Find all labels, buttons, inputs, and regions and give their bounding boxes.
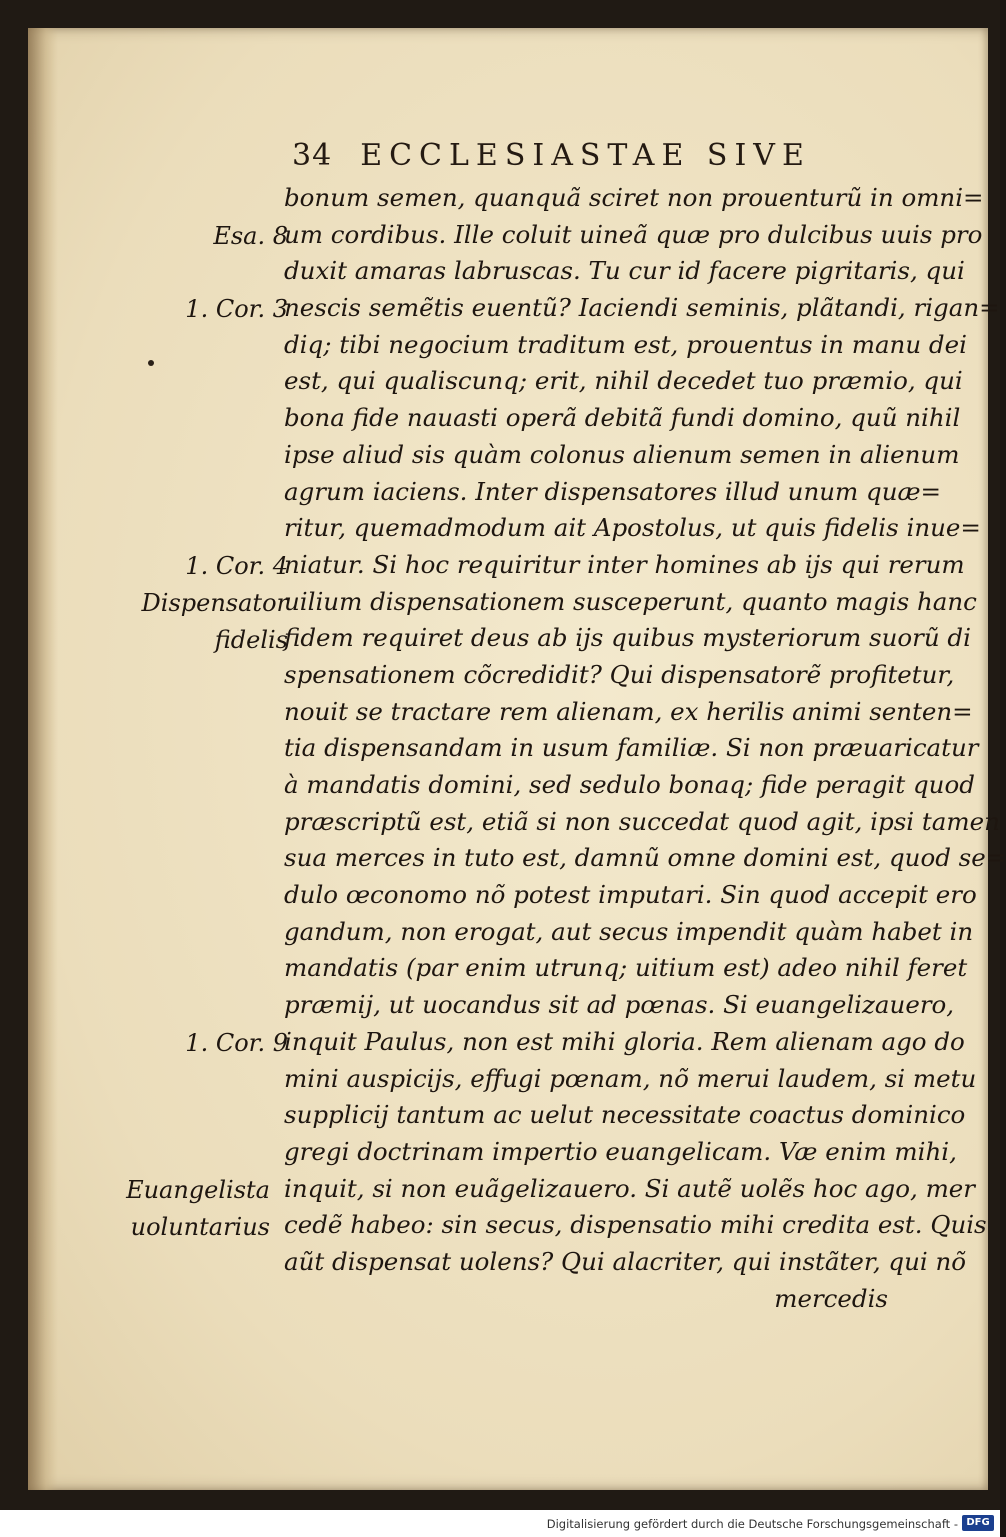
text-line: mandatis (par enim utrunq; uitium est) adeo nihil feret <box>284 953 968 983</box>
text-line: ipse aliud sis quàm colonus alienum semen in alienum <box>284 439 960 469</box>
text-line: inquit Paulus, non est mihi gloria. Rem alienam ago do <box>284 1026 965 1056</box>
margin-note-esa-8: Esa. 8 <box>213 222 288 250</box>
text-line: duxit amaras labruscas. Tu cur id facere pigritaris, qui <box>284 256 965 286</box>
catchword: mercedis <box>774 1283 888 1313</box>
ink-spot <box>148 360 154 366</box>
text-line: nescis semẽtis euentũ? Iaciendi seminis, plãtandi, rigan= <box>284 293 1000 323</box>
text-line: à mandatis domini, sed sedulo bonaq; fide peragit quod <box>284 770 975 799</box>
text-line: um cordibus. Ille coluit uineã quæ pro dulcibus uuis pro <box>284 219 983 249</box>
margin-note-uoluntarius: uoluntarius <box>130 1213 270 1241</box>
text-line: aũt dispensat uolens? Qui alacriter, qui instãter, qui nõ <box>284 1246 967 1276</box>
text-line: præscriptũ est, etiã si non succedat quod agit, ipsi tamen <box>284 806 1000 836</box>
text-line: gregi doctrinam impertio euangelicam. Væ enim mihi, <box>284 1136 957 1166</box>
text-line: niatur. Si hoc requiritur inter homines ab ijs qui rerum <box>284 549 965 579</box>
text-line: bonum semen, quanquã sciret non prouenturũ in omni= <box>284 183 984 212</box>
margin-note-1-cor-4: 1. Cor. 4 <box>185 552 288 580</box>
text-line: mini auspicijs, effugi pœnam, nõ merui laudem, si metu <box>284 1063 977 1093</box>
running-header <box>292 138 892 178</box>
text-line: fidem requiret deus ab ijs quibus mysteriorum suorũ di <box>284 623 971 653</box>
text-line: tia dispensandam in usum familiæ. Si non præuaricatur <box>284 733 979 763</box>
text-line: sua merces in tuto est, damnũ omne domini est, quod se= <box>284 843 1006 873</box>
text-line: est, qui qualiscunq; erit, nihil decedet tuo præmio, qui <box>284 366 963 396</box>
text-line: ritur, quemadmodum ait Apostolus, ut quis fidelis inue= <box>284 513 981 543</box>
text-line: spensationem cõcredidit? Qui dispensatorẽ profitetur, <box>284 659 955 689</box>
page-gutter-shadow <box>28 28 58 1490</box>
text-line: supplicij tantum ac uelut necessitate coactus dominico <box>284 1100 966 1130</box>
margin-note-dispensator: Dispensator <box>141 589 288 617</box>
main-text-block <box>284 180 1006 1317</box>
text-line: dulo œconomo nõ potest imputari. Sin quod accepit ero <box>284 880 977 910</box>
text-line: agrum iaciens. Inter dispensatores illud unum quæ= <box>284 476 942 506</box>
dfg-logo: DFG <box>962 1515 994 1531</box>
page-number: 34 <box>292 138 333 173</box>
margin-note-1-cor-3: 1. Cor. 3 <box>185 295 288 323</box>
text-line: gandum, non erogat, aut secus impendit quàm habet in <box>284 916 974 946</box>
text-line: inquit, si non euãgelizauero. Si autẽ uolẽs hoc ago, mer <box>284 1173 976 1203</box>
text-line: nouit se tractare rem alienam, ex herilis animi senten= <box>284 696 973 726</box>
text-line: bona fide nauasti operã debitã fundi domino, quũ nihil <box>284 403 961 433</box>
margin-note-euangelista: Euangelista <box>126 1176 270 1204</box>
text-line: diq; tibi negocium traditum est, prouentus in manu dei <box>284 329 967 359</box>
footer-credit: Digitalisierung gefördert durch die Deutsche Forschungsgemeinschaft - <box>546 1517 958 1531</box>
text-line: uilium dispensationem susceperunt, quanto magis hanc <box>284 586 977 616</box>
margin-note-fidelis: fidelis <box>214 626 288 654</box>
margin-note-1-cor-9: 1. Cor. 9 <box>185 1029 288 1057</box>
text-line: cedẽ habeo: sin secus, dispensatio mihi credita est. Quis <box>284 1210 987 1240</box>
text-line: præmij, ut uocandus sit ad pœnas. Si euangelizauero, <box>284 990 955 1020</box>
running-title: ECCLESIASTAE SIVE <box>360 138 811 173</box>
